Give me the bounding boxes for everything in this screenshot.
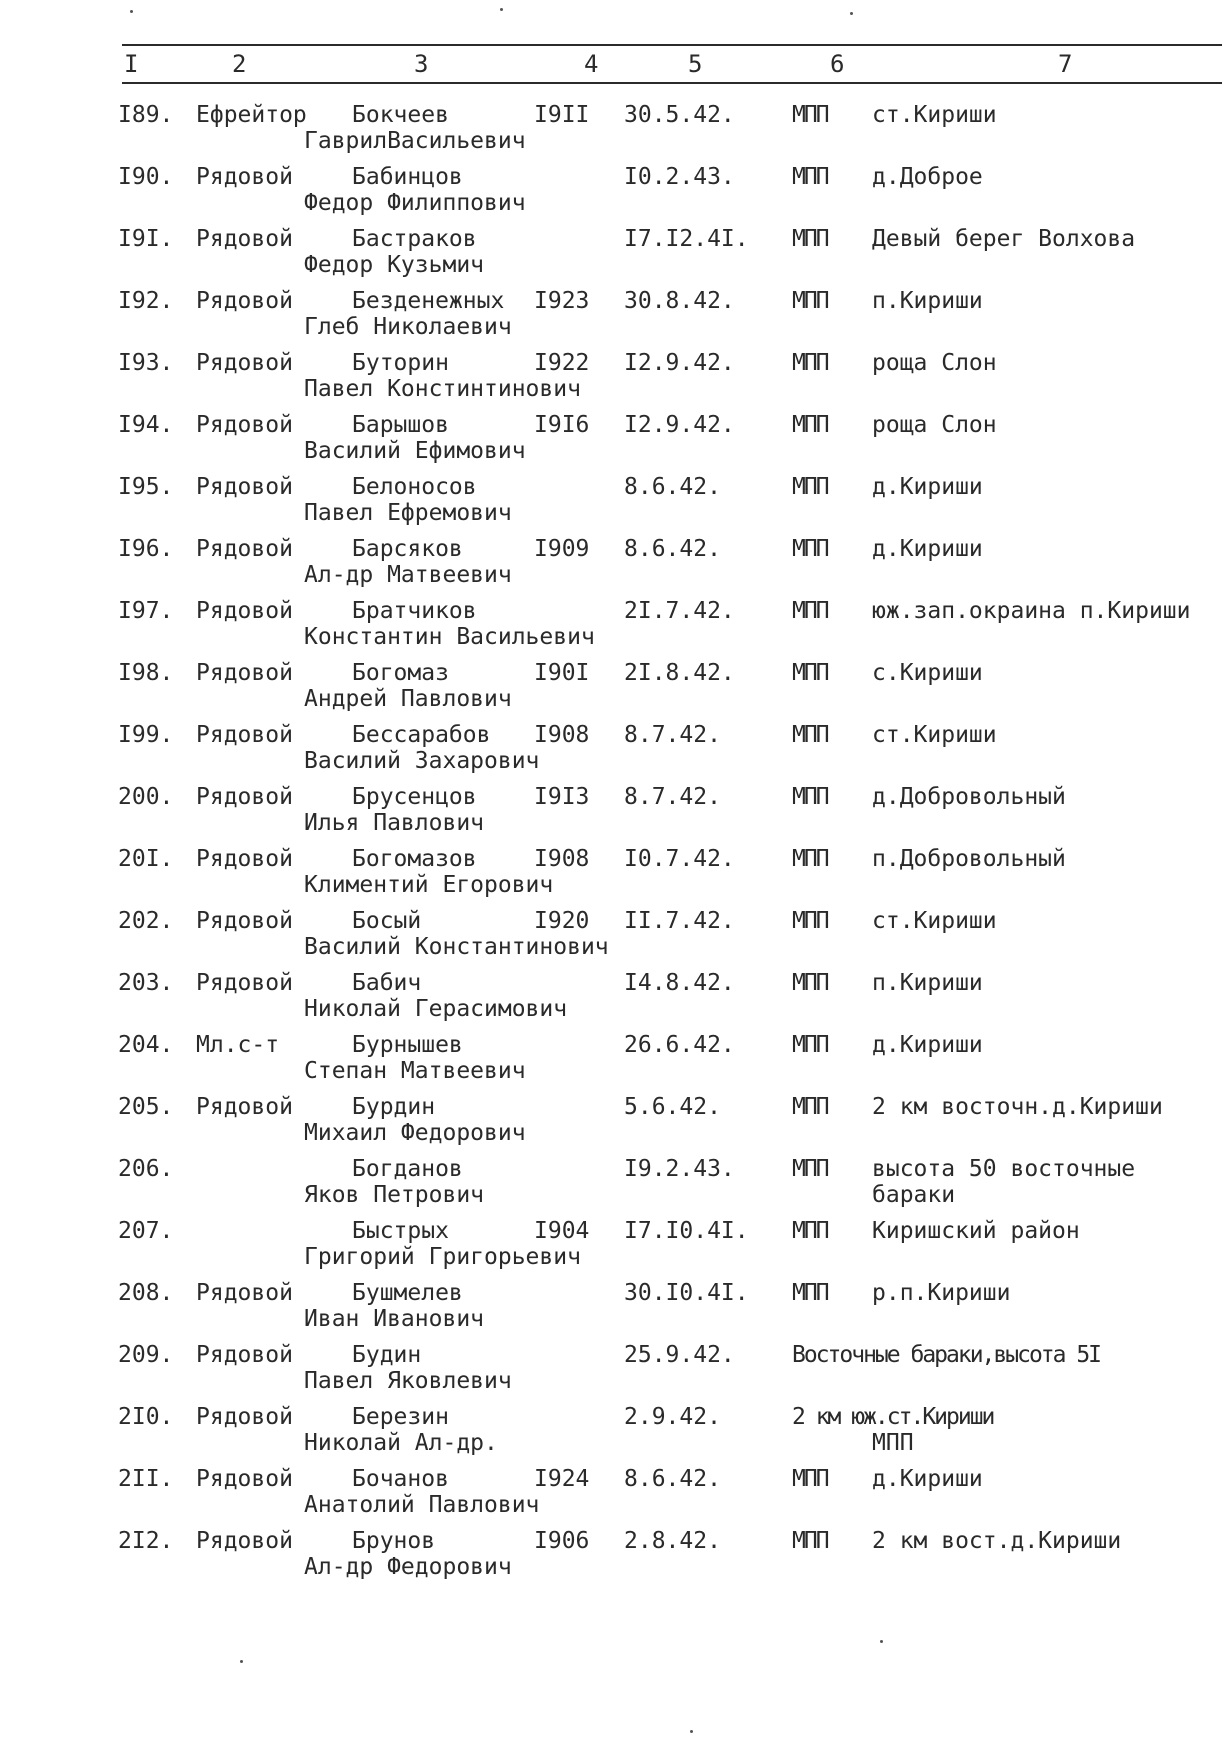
table-row	[0, 1032, 1232, 1094]
record-date: I2.9.42.	[624, 350, 735, 376]
record-place-line2: МПП	[872, 1430, 914, 1456]
record-date: 5.6.42.	[624, 1094, 721, 1120]
table-row	[0, 846, 1232, 908]
record-place: д.Кириши	[872, 1466, 983, 1492]
record-number: 2I0.	[118, 1404, 174, 1430]
record-given-name: Яков Петрович	[304, 1182, 485, 1208]
record-birth-year: I9II	[534, 102, 590, 128]
record-place: п.Добровольный	[872, 846, 1066, 872]
record-surname: Березин	[352, 1404, 449, 1430]
record-birth-year: I908	[534, 846, 590, 872]
record-place-line2: бараки	[872, 1182, 956, 1208]
record-surname: Бурдин	[352, 1094, 436, 1120]
record-surname: Братчиков	[352, 598, 477, 624]
record-number: 206.	[118, 1156, 174, 1182]
table-row	[0, 784, 1232, 846]
record-given-name: Климентий Егорович	[304, 872, 554, 898]
scan-speck	[240, 1660, 243, 1663]
table-row	[0, 226, 1232, 288]
record-code: МПП	[792, 102, 828, 128]
table-row	[0, 1528, 1232, 1590]
record-birth-year: I9I6	[534, 412, 590, 438]
record-surname: Барышов	[352, 412, 449, 438]
scan-speck	[850, 12, 853, 15]
record-code: МПП	[792, 536, 828, 562]
record-number: 209.	[118, 1342, 174, 1368]
record-number: 20I.	[118, 846, 174, 872]
record-date: 30.8.42.	[624, 288, 735, 314]
record-rank: Рядовой	[196, 598, 293, 624]
record-given-name: Николай Ал-др.	[304, 1430, 498, 1456]
column-header-2: 2	[232, 50, 247, 78]
record-code: МПП	[792, 846, 828, 872]
table-row	[0, 908, 1232, 970]
record-surname: Бочанов	[352, 1466, 449, 1492]
record-surname: Богданов	[352, 1156, 463, 1182]
record-date: I0.2.43.	[624, 164, 735, 190]
record-place: д.Кириши	[872, 474, 983, 500]
record-number: I95.	[118, 474, 174, 500]
record-code: МПП	[792, 784, 828, 810]
record-code: МПП	[792, 1094, 828, 1120]
column-header-7: 7	[1058, 50, 1073, 78]
record-surname: Брусенцов	[352, 784, 477, 810]
scan-speck	[690, 1730, 693, 1733]
record-number: I94.	[118, 412, 174, 438]
record-surname: Барсяков	[352, 536, 463, 562]
record-code: МПП	[792, 1218, 828, 1244]
record-surname: Босый	[352, 908, 422, 934]
table-row	[0, 474, 1232, 536]
record-code: МПП	[792, 474, 828, 500]
record-given-name: Николай Герасимович	[304, 996, 568, 1022]
record-surname: Бокчеев	[352, 102, 449, 128]
record-date: I7.I2.4I.	[624, 226, 749, 252]
record-rank: Рядовой	[196, 908, 293, 934]
record-given-name: Анатолий Павлович	[304, 1492, 540, 1518]
table-row	[0, 1094, 1232, 1156]
record-date: 2I.7.42.	[624, 598, 735, 624]
record-number: I89.	[118, 102, 174, 128]
record-rank: Рядовой	[196, 970, 293, 996]
record-rank: Рядовой	[196, 474, 293, 500]
record-date: 30.5.42.	[624, 102, 735, 128]
record-number: I99.	[118, 722, 174, 748]
table-row	[0, 288, 1232, 350]
record-given-name: Василий Ефимович	[304, 438, 526, 464]
record-rank: Мл.с-т	[196, 1032, 280, 1058]
column-header-3: 3	[414, 50, 429, 78]
record-birth-year: I920	[534, 908, 590, 934]
record-rank: Рядовой	[196, 660, 293, 686]
record-given-name: Федор Кузьмич	[304, 252, 485, 278]
table-row	[0, 970, 1232, 1032]
table-row	[0, 536, 1232, 598]
record-date: I9.2.43.	[624, 1156, 735, 1182]
record-rank: Рядовой	[196, 288, 293, 314]
column-header-6: 6	[830, 50, 845, 78]
record-rank: Рядовой	[196, 1404, 293, 1430]
record-birth-year: I906	[534, 1528, 590, 1554]
record-given-name: Иван Иванович	[304, 1306, 485, 1332]
record-birth-year: I922	[534, 350, 590, 376]
record-given-name: Василий Захарович	[304, 748, 540, 774]
table-row	[0, 1466, 1232, 1528]
record-number: 200.	[118, 784, 174, 810]
record-rank: Рядовой	[196, 226, 293, 252]
record-number: 207.	[118, 1218, 174, 1244]
record-place: Девый берег Волхова	[872, 226, 1136, 252]
header-top-rule	[122, 44, 1222, 46]
record-date: 2I.8.42.	[624, 660, 735, 686]
record-code: МПП	[792, 598, 828, 624]
record-surname: Бурнышев	[352, 1032, 463, 1058]
record-date: I7.I0.4I.	[624, 1218, 749, 1244]
record-code: МПП	[792, 1466, 828, 1492]
header-bottom-rule	[122, 82, 1222, 84]
record-code: МПП	[792, 288, 828, 314]
record-birth-year: I908	[534, 722, 590, 748]
record-rank: Рядовой	[196, 784, 293, 810]
record-surname: Буторин	[352, 350, 449, 376]
record-place: высота 50 восточные	[872, 1156, 1136, 1182]
record-surname: Богомазов	[352, 846, 477, 872]
record-code: МПП	[792, 1032, 828, 1058]
record-rank: Рядовой	[196, 1466, 293, 1492]
record-place: п.Кириши	[872, 288, 983, 314]
record-date: 26.6.42.	[624, 1032, 735, 1058]
record-date: 8.6.42.	[624, 474, 721, 500]
column-header-5: 5	[688, 50, 703, 78]
record-date: 2.8.42.	[624, 1528, 721, 1554]
record-code: МПП	[792, 1528, 828, 1554]
record-place: 2 км вост.д.Кириши	[872, 1528, 1122, 1554]
record-place: с.Кириши	[872, 660, 983, 686]
record-surname: Бессарабов	[352, 722, 491, 748]
record-given-name: Илья Павлович	[304, 810, 485, 836]
record-birth-year: I909	[534, 536, 590, 562]
record-given-name: Степан Матвеевич	[304, 1058, 526, 1084]
record-given-name: Андрей Павлович	[304, 686, 512, 712]
record-surname: Бушмелев	[352, 1280, 463, 1306]
record-place: ст.Кириши	[872, 102, 997, 128]
record-rank: Рядовой	[196, 536, 293, 562]
record-rank: Рядовой	[196, 1280, 293, 1306]
table-row	[0, 102, 1232, 164]
record-given-name: Павел Констинтинович	[304, 376, 581, 402]
table-row	[0, 598, 1232, 660]
record-surname: Белоносов	[352, 474, 477, 500]
record-place: ст.Кириши	[872, 722, 997, 748]
record-number: I90.	[118, 164, 174, 190]
record-date: I4.8.42.	[624, 970, 735, 996]
record-code: МПП	[792, 660, 828, 686]
record-place: роща Слон	[872, 350, 997, 376]
record-number: 204.	[118, 1032, 174, 1058]
record-code: МПП	[792, 164, 828, 190]
record-date: 8.6.42.	[624, 1466, 721, 1492]
record-number: I96.	[118, 536, 174, 562]
record-number: I98.	[118, 660, 174, 686]
record-rank: Ефрейтор	[196, 102, 307, 128]
record-place: д.Доброе	[872, 164, 983, 190]
record-code: МПП	[792, 412, 828, 438]
record-given-name: Константин Васильевич	[304, 624, 595, 650]
record-surname: Будин	[352, 1342, 422, 1368]
scan-speck	[500, 8, 503, 11]
column-header-1: I	[124, 50, 139, 78]
record-rank: Рядовой	[196, 722, 293, 748]
record-date: I0.7.42.	[624, 846, 735, 872]
record-date: 8.7.42.	[624, 722, 721, 748]
record-surname: Богомаз	[352, 660, 449, 686]
record-given-name: Михаил Федорович	[304, 1120, 526, 1146]
record-date: I2.9.42.	[624, 412, 735, 438]
record-birth-year: I9I3	[534, 784, 590, 810]
record-given-name: Ал-др Федорович	[304, 1554, 512, 1580]
record-date: 2.9.42.	[624, 1404, 721, 1430]
record-number: I9I.	[118, 226, 174, 252]
record-rank: Рядовой	[196, 1094, 293, 1120]
record-rank: Рядовой	[196, 412, 293, 438]
table-row	[0, 722, 1232, 784]
table-row	[0, 1342, 1232, 1404]
scan-speck	[130, 10, 133, 13]
table-row	[0, 164, 1232, 226]
record-given-name: Василий Константинович	[304, 934, 609, 960]
record-number: I93.	[118, 350, 174, 376]
record-surname: Бабич	[352, 970, 422, 996]
table-row	[0, 1280, 1232, 1342]
record-surname: Безденежных	[352, 288, 505, 314]
record-place: п.Кириши	[872, 970, 983, 996]
record-code: МПП	[792, 1280, 828, 1306]
record-code: МПП	[792, 226, 828, 252]
record-surname: Бабинцов	[352, 164, 463, 190]
record-birth-year: I924	[534, 1466, 590, 1492]
record-code: Восточные бараки,высота 5I	[792, 1342, 1101, 1368]
record-number: I97.	[118, 598, 174, 624]
record-code: МПП	[792, 908, 828, 934]
record-given-name: Григорий Григорьевич	[304, 1244, 581, 1270]
table-row	[0, 660, 1232, 722]
record-code: 2 км юж.ст.Кириши	[792, 1404, 994, 1430]
record-code: МПП	[792, 722, 828, 748]
record-place: д.Кириши	[872, 1032, 983, 1058]
record-number: 208.	[118, 1280, 174, 1306]
record-birth-year: I923	[534, 288, 590, 314]
record-birth-year: I904	[534, 1218, 590, 1244]
record-place: ст.Кириши	[872, 908, 997, 934]
record-rank: Рядовой	[196, 164, 293, 190]
record-birth-year: I90I	[534, 660, 590, 686]
record-surname: Быстрых	[352, 1218, 449, 1244]
table-row	[0, 1156, 1232, 1218]
record-given-name: Ал-др Матвеевич	[304, 562, 512, 588]
record-date: 8.6.42.	[624, 536, 721, 562]
record-surname: Брунов	[352, 1528, 436, 1554]
record-date: 8.7.42.	[624, 784, 721, 810]
record-given-name: Федор Филиппович	[304, 190, 526, 216]
record-number: 205.	[118, 1094, 174, 1120]
column-header-4: 4	[584, 50, 599, 78]
record-rank: Рядовой	[196, 350, 293, 376]
record-given-name: ГаврилВасильевич	[304, 128, 526, 154]
table-row	[0, 412, 1232, 474]
table-row	[0, 1404, 1232, 1466]
record-number: 202.	[118, 908, 174, 934]
record-date: II.7.42.	[624, 908, 735, 934]
record-rank: Рядовой	[196, 846, 293, 872]
record-place: д.Кириши	[872, 536, 983, 562]
record-code: МПП	[792, 350, 828, 376]
record-rank: Рядовой	[196, 1342, 293, 1368]
table-row	[0, 1218, 1232, 1280]
table-row	[0, 350, 1232, 412]
record-rank: Рядовой	[196, 1528, 293, 1554]
record-surname: Бастраков	[352, 226, 477, 252]
record-place: 2 км восточн.д.Кириши	[872, 1094, 1163, 1120]
record-place: Киришский район	[872, 1218, 1080, 1244]
record-number: 2II.	[118, 1466, 174, 1492]
record-place: д.Добровольный	[872, 784, 1066, 810]
record-date: 30.I0.4I.	[624, 1280, 749, 1306]
record-place: юж.зап.окраина п.Кириши	[872, 598, 1191, 624]
record-given-name: Павел Яковлевич	[304, 1368, 512, 1394]
record-code: МПП	[792, 1156, 828, 1182]
record-place: р.п.Кириши	[872, 1280, 1011, 1306]
record-place: роща Слон	[872, 412, 997, 438]
record-code: МПП	[792, 970, 828, 996]
record-date: 25.9.42.	[624, 1342, 735, 1368]
record-number: 2I2.	[118, 1528, 174, 1554]
record-given-name: Глеб Николаевич	[304, 314, 512, 340]
scan-speck	[880, 1640, 883, 1643]
record-number: 203.	[118, 970, 174, 996]
record-number: I92.	[118, 288, 174, 314]
record-given-name: Павел Ефремович	[304, 500, 512, 526]
